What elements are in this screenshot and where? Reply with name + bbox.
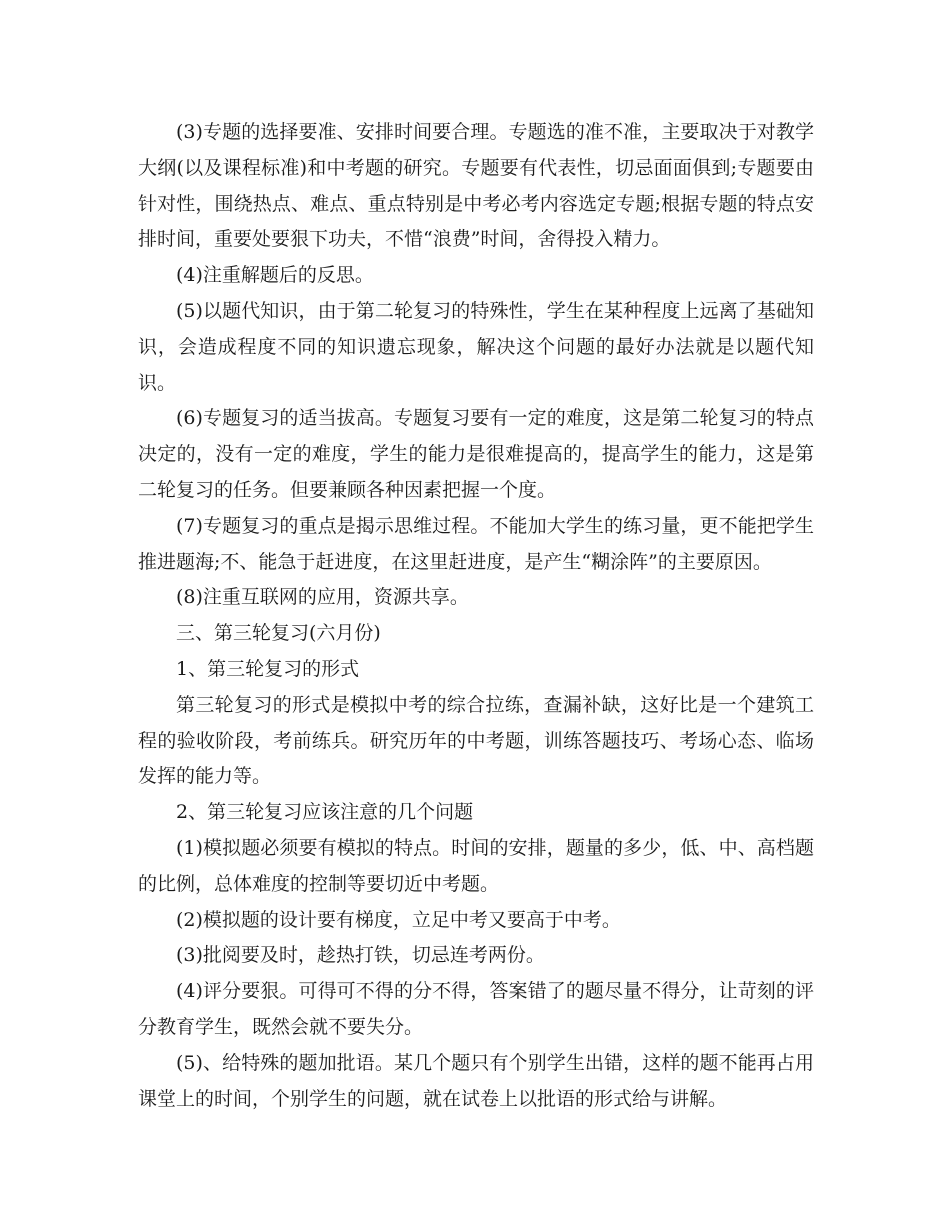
paragraph-special-comments: (5)、给特殊的题加批语。某几个题只有个别学生出错，这样的题不能再占用课堂上的时间，个别学生的问题，就在试卷上以批语的形式给与讲解。 — [138, 1051, 814, 1110]
paragraph-mock-exam-gradient: (2)模拟题的设计要有梯度，立足中考又要高于中考。 — [176, 908, 621, 931]
subheading-third-round-form: 1、第三轮复习的形式 — [176, 657, 360, 680]
paragraph-third-round-form: 第三轮复习的形式是模拟中考的综合拉练，查漏补缺，这好比是一个建筑工程的验收阶段，考前练兵。研究历年的中考题，训练答题技巧、考场心态、临场发挥的能力等。 — [138, 693, 814, 788]
paragraph-thinking-process: (7)专题复习的重点是揭示思维过程。不能加大学生的练习量，更不能把学生推进题海;不、能急于赶进度，在这里赶进度，是产生“糊涂阵”的主要原因。 — [138, 514, 814, 573]
paragraph-raise-difficulty: (6)专题复习的适当拔高。专题复习要有一定的难度，这是第二轮复习的特点决定的，没有一定的难度，学生的能力是很难提高的，提高学生的能力，这是第二轮复习的任务。但要兼顾各种因素把握一个度。 — [138, 407, 814, 501]
paragraph-questions-replace-knowledge: (5)以题代知识，由于第二轮复习的特殊性，学生在某种程度上远离了基础知识，会造成程度不同的知识遗忘现象，解决这个问题的最好办法就是以题代知识。 — [138, 299, 814, 394]
paragraph-internet-resources: (8)注重互联网的应用，资源共享。 — [176, 586, 469, 609]
section-heading-third-round: 三、第三轮复习(六月份) — [176, 622, 381, 645]
paragraph-reflection: (4)注重解题后的反思。 — [176, 264, 374, 287]
paragraph-mock-exam-features: (1)模拟题必须要有模拟的特点。时间的安排，题量的多少，低、中、高档题的比例，总体难度的控制等要切近中考题。 — [138, 836, 814, 895]
subheading-third-round-issues: 2、第三轮复习应该注意的几个问题 — [176, 801, 474, 824]
paragraph-strict-scoring: (4)评分要狠。可得可不得的分不得，答案错了的题尽量不得分，让苛刻的评分教育学生，既然会就不要失分。 — [138, 980, 814, 1038]
document-body — [138, 115, 814, 1117]
paragraph-topic-selection: (3)专题的选择要准、安排时间要合理。专题选的准不准，主要取决于对教学大纲(以及课程标准)和中考题的研究。专题要有代表性，切忌面面俱到;专题要由针对性，围绕热点、难点、重点特别是中考必考内容选定专题;根据专题的特点安排时间，重要处要狠下功夫，不惜“浪费”时间，舍得投入精力。 — [138, 121, 814, 251]
paragraph-timely-marking: (3)批阅要及时，趁热打铁，切忌连考两份。 — [176, 944, 545, 967]
